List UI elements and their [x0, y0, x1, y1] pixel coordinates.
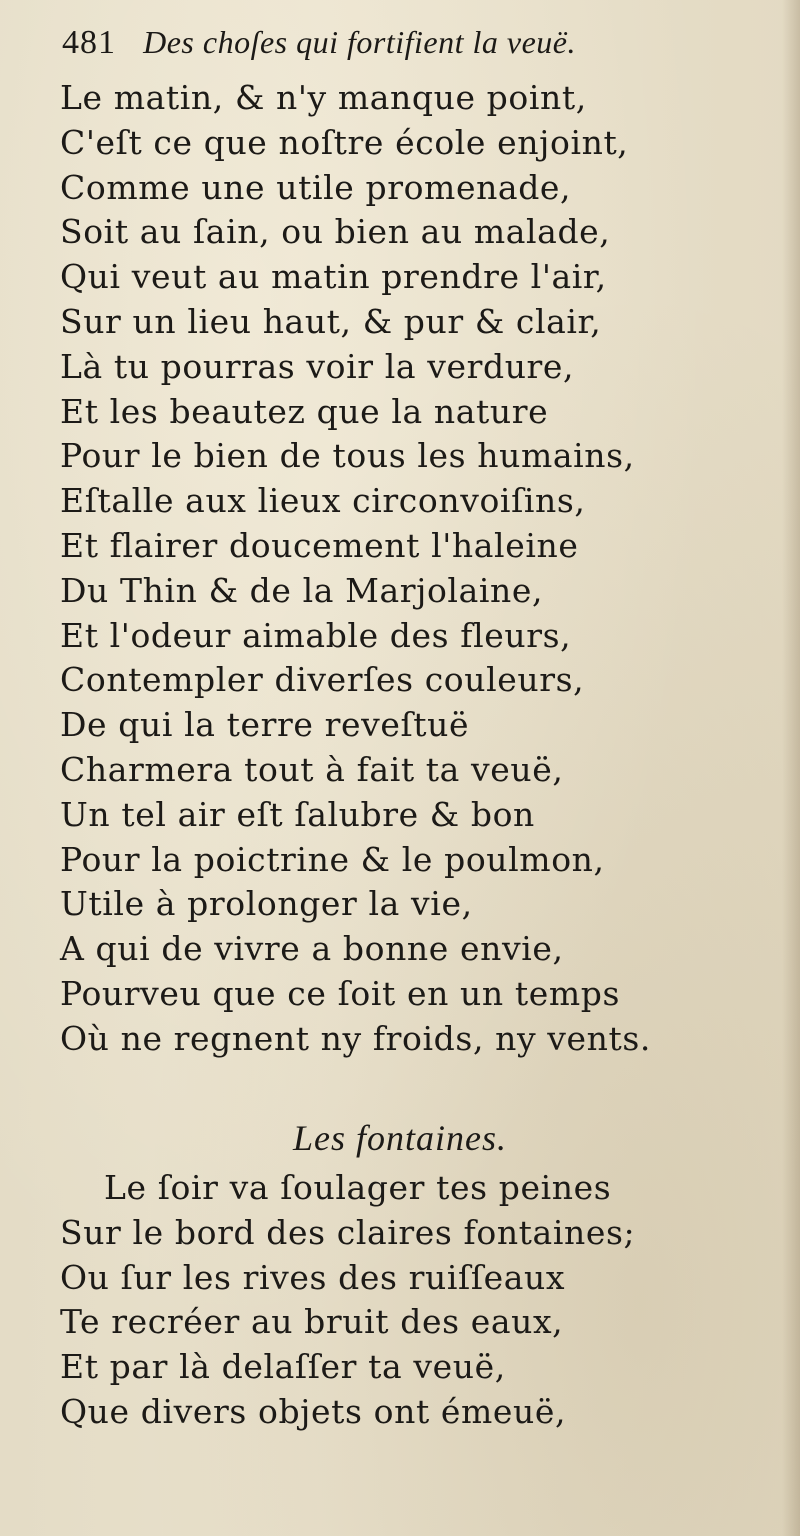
verse-line: C'eſt ce que noſtre école enjoint, — [60, 122, 629, 162]
verse-line: Te recréer au bruit des eaux, — [60, 1302, 564, 1342]
verse-line: Et les beautez que la nature — [60, 391, 549, 431]
verse-line: Sur un lieu haut, & pur & clair, — [60, 301, 602, 341]
verse-line: Pour le bien de tous les humains, — [60, 436, 635, 476]
verse-block-1 — [60, 76, 740, 1062]
verse-line: Pourveu que ce ſoit en un temps — [60, 973, 620, 1013]
verse-line: Et flairer doucement l'haleine — [60, 525, 579, 565]
verse-line: Eſtalle aux lieux circonvoiſins, — [60, 481, 586, 521]
verse-block-2 — [60, 1166, 740, 1435]
verse-line: Charmera tout à fait ta veuë, — [60, 749, 564, 789]
verse-line: Et par là delaſſer ta veuë, — [60, 1347, 506, 1387]
verse-line: Et l'odeur aimable des fleurs, — [60, 615, 572, 655]
verse-line: Soit au ſain, ou bien au malade, — [60, 212, 611, 252]
verse-line: Contempler diverſes couleurs, — [60, 660, 585, 700]
running-head — [62, 24, 702, 70]
verse-line: Le matin, & n'y manque point, — [60, 78, 587, 117]
verse-line: Ou ſur les rives des ruiſſeaux — [60, 1257, 566, 1297]
section-title: Les fontaines. — [292, 1118, 507, 1158]
verse-line: Où ne regnent ny froids, ny vents. — [60, 1018, 652, 1058]
verse-line: Pour la poictrine & le poulmon, — [60, 839, 605, 879]
verse-line: Que divers objets ont émeuë, — [60, 1391, 567, 1431]
verse-line: Là tu pourras voir la verdure, — [60, 346, 575, 386]
verse-line: Le ſoir va ſoulager tes peines — [104, 1168, 612, 1207]
verse-line: Utile à prolonger la vie, — [60, 884, 473, 924]
verse-line: De qui la terre reveſtuë — [60, 705, 470, 745]
running-head-title: Des choſes qui fortifient la veuë. — [143, 24, 576, 60]
verse-line: Comme une utile promenade, — [60, 167, 572, 207]
page-edge-shadow — [782, 0, 800, 1536]
verse-line: Du Thin & de la Marjolaine, — [60, 570, 544, 610]
verse-line: Sur le bord des claires fontaines; — [60, 1212, 636, 1252]
verse-line: A qui de vivre a bonne envie, — [60, 929, 564, 969]
verse-line: Qui veut au matin prendre l'air, — [60, 257, 607, 297]
verse-line: Un tel air eſt ſalubre & bon — [60, 794, 535, 834]
page-number: 481 — [62, 24, 116, 61]
